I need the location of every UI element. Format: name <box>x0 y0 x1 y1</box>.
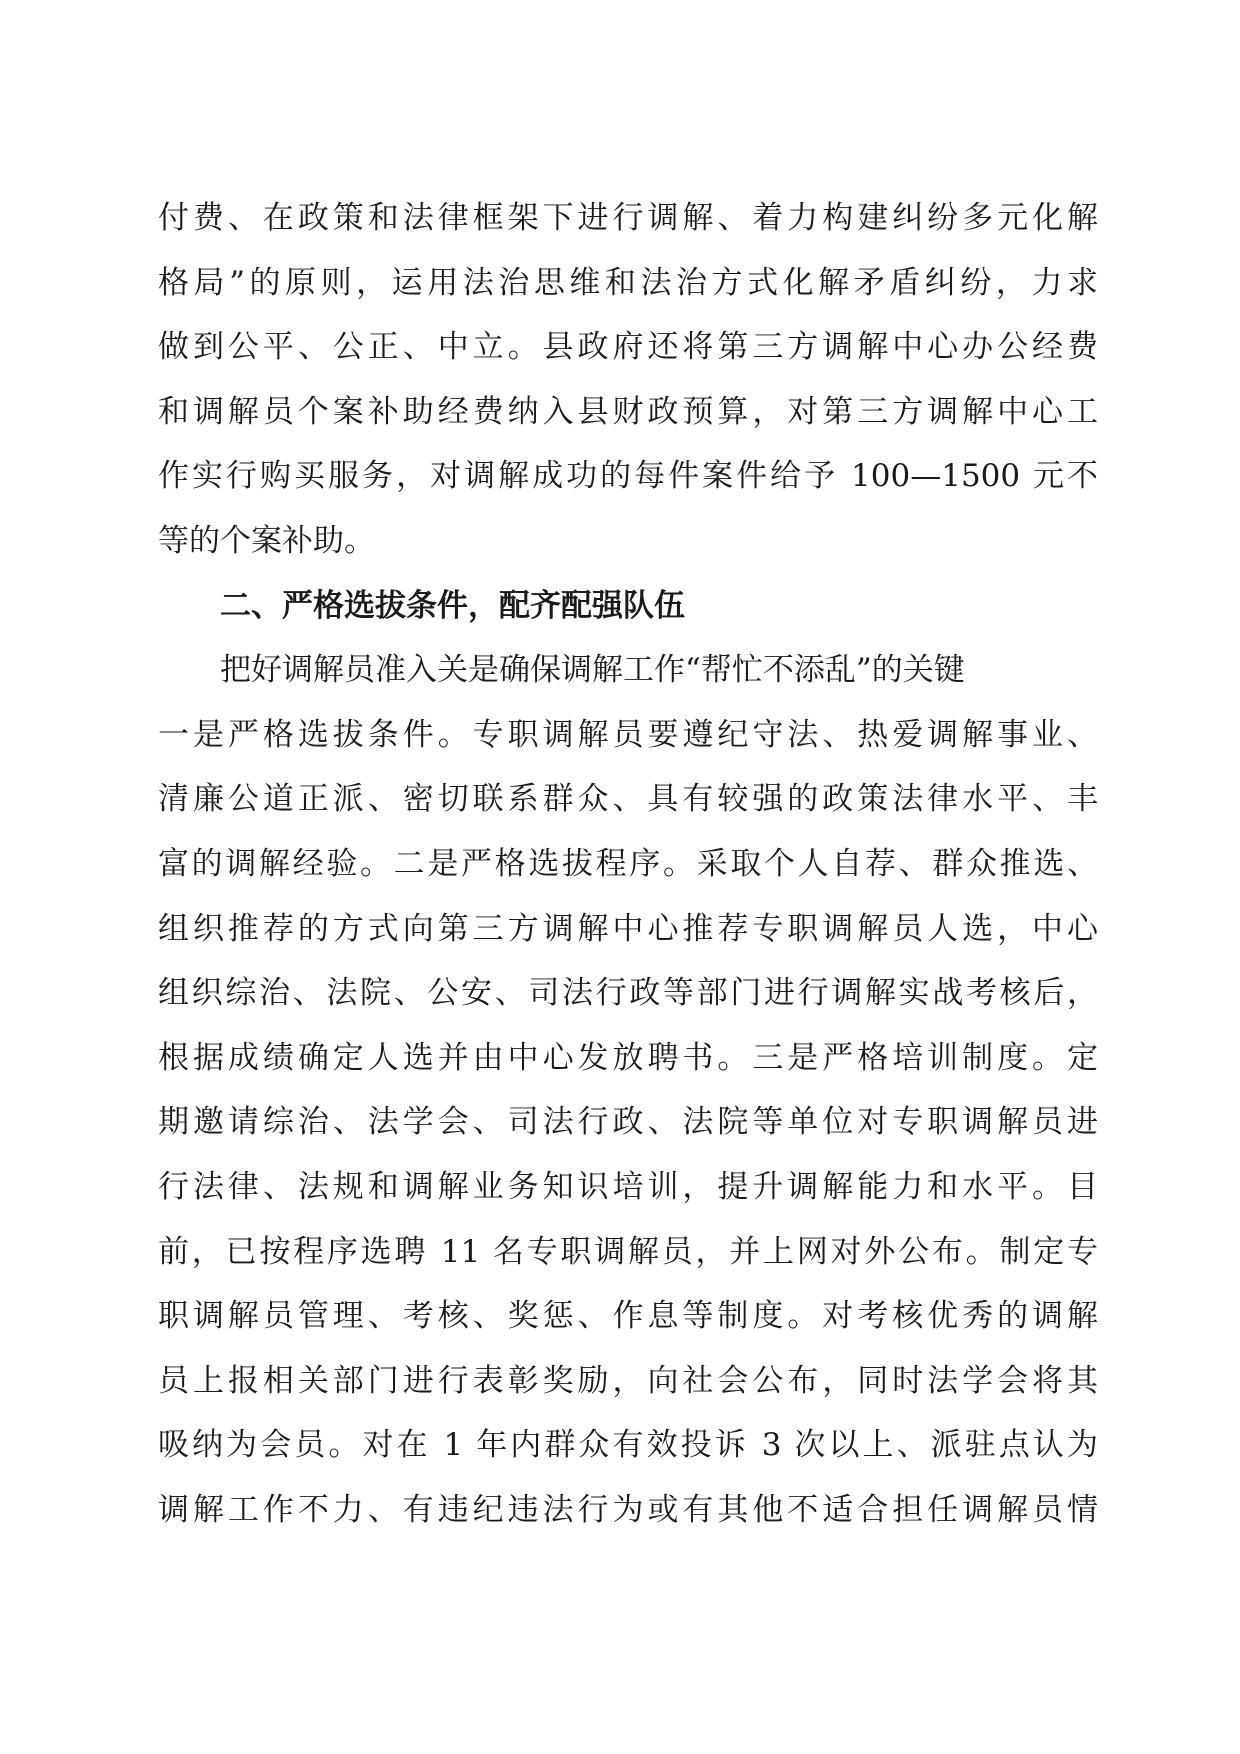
document-body <box>158 186 1098 1542</box>
paragraph-line: 员上报相关部门进行表彰奖励，向社会公布，同时法学会将其 <box>158 1362 1098 1399</box>
section-heading: 二、严格选拔条件，配齐配强队伍 <box>220 587 685 624</box>
paragraph-line: 清廉公道正派、密切联系群众、具有较强的政策法律水平、丰 <box>158 781 1098 818</box>
paragraph-line: 前，已按程序选聘 11 名专职调解员，并上网对外公布。制定专 <box>158 1233 1098 1270</box>
paragraph-line: 期邀请综治、法学会、司法行政、法院等单位对专职调解员进 <box>158 1104 1098 1141</box>
paragraph-line: 根据成绩确定人选并由中心发放聘书。三是严格培训制度。定 <box>158 1039 1098 1076</box>
paragraph-line: 行法律、法规和调解业务知识培训，提升调解能力和水平。目 <box>158 1168 1098 1205</box>
paragraph-line: 吸纳为会员。对在 1 年内群众有效投诉 3 次以上、派驻点认为 <box>158 1427 1098 1464</box>
paragraph-line: 职调解员管理、考核、奖惩、作息等制度。对考核优秀的调解 <box>158 1298 1098 1335</box>
paragraph-line: 作实行购买服务，对调解成功的每件案件给予 100—1500 元不 <box>158 458 1098 495</box>
paragraph-line: 调解工作不力、有违纪违法行为或有其他不适合担任调解员情 <box>158 1491 1098 1528</box>
paragraph-line: 富的调解经验。二是严格选拔程序。采取个人自荐、群众推选、 <box>158 845 1098 882</box>
paragraph-line: 一是严格选拔条件。专职调解员要遵纪守法、热爱调解事业、 <box>158 716 1098 753</box>
paragraph-line: 和调解员个案补助经费纳入县财政预算，对第三方调解中心工 <box>158 393 1098 430</box>
paragraph-line: 做到公平、公正、中立。县政府还将第三方调解中心办公经费 <box>158 329 1098 366</box>
paragraph-line: 把好调解员准入关是确保调解工作“帮忙不添乱”的关键 <box>220 652 965 689</box>
paragraph-line: 付费、在政策和法律框架下进行调解、着力构建纠纷多元化解 <box>158 200 1098 236</box>
paragraph-line: 格局”的原则，运用法治思维和法治方式化解矛盾纠纷，力求 <box>158 264 1098 301</box>
paragraph-line: 组织推荐的方式向第三方调解中心推荐专职调解员人选，中心 <box>158 910 1098 947</box>
paragraph-line: 组织综治、法院、公安、司法行政等部门进行调解实战考核后， <box>158 975 1098 1012</box>
paragraph-line: 等的个案补助。 <box>158 522 375 559</box>
